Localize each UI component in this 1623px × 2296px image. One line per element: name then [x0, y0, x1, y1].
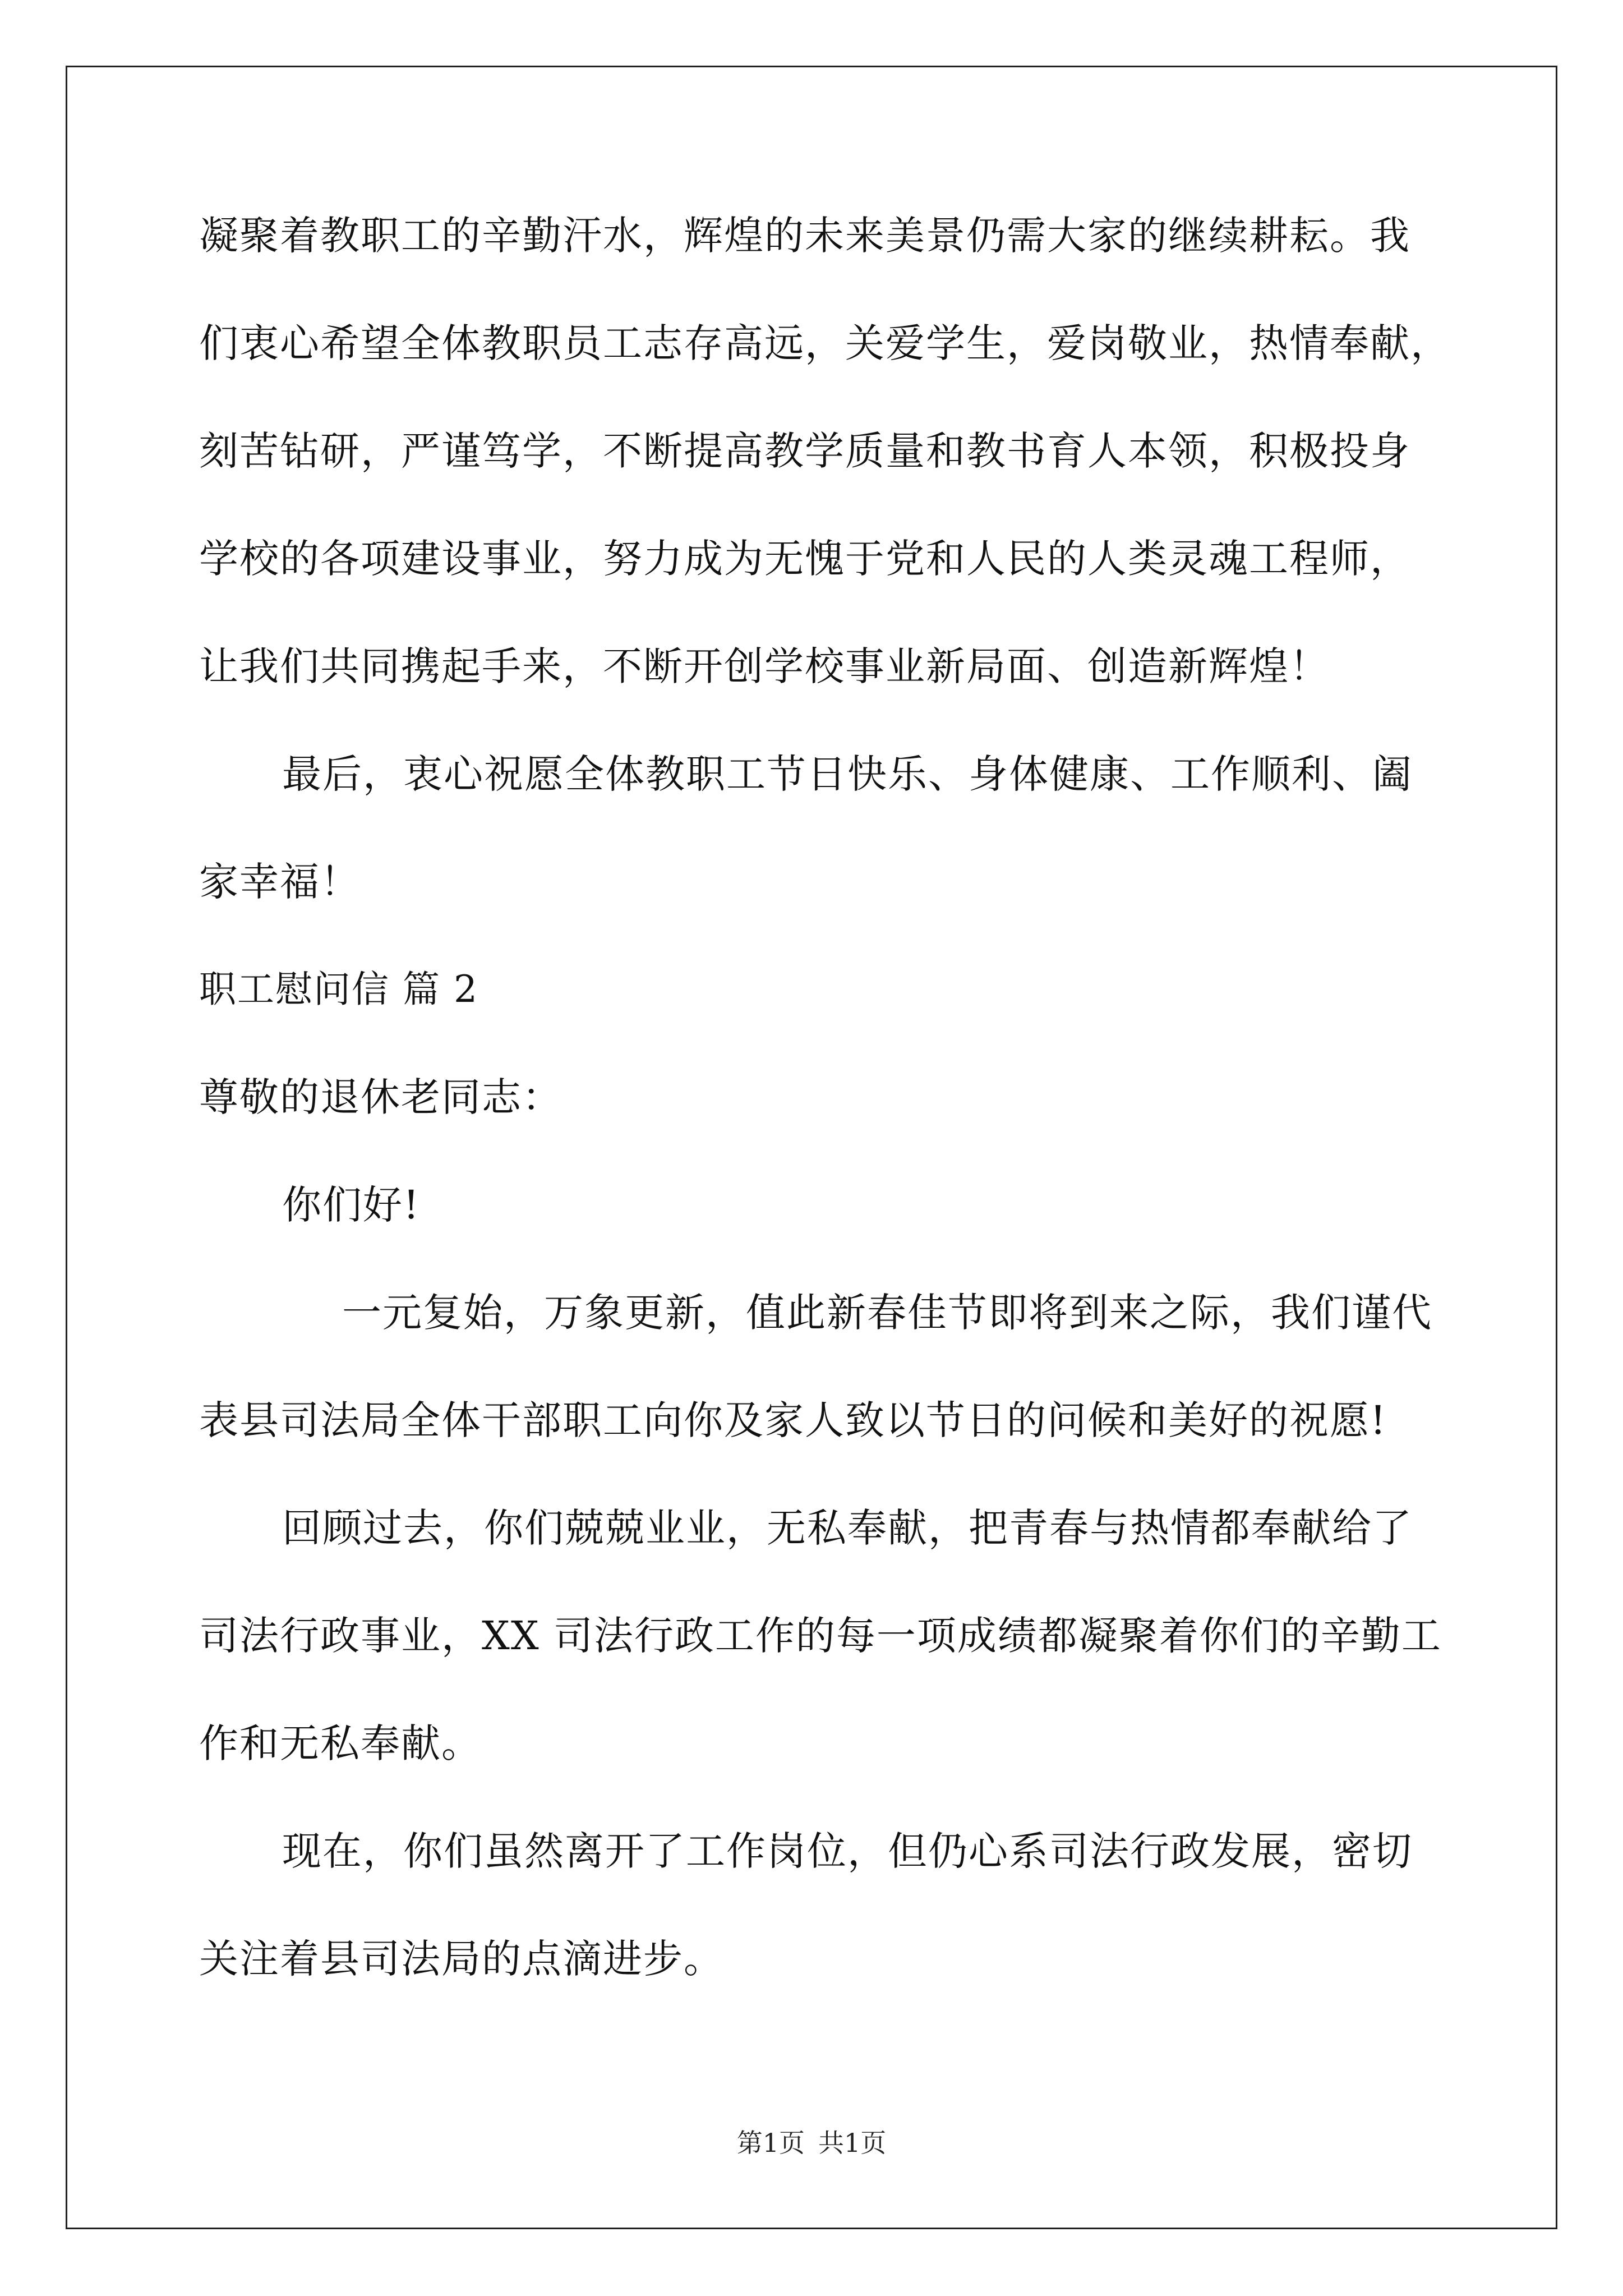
page-number: 第1页	[736, 2128, 805, 2158]
section-heading: 职工慰问信 篇 2	[199, 968, 478, 1011]
paragraph-line: 让我们共同携起手来，不断开创学校事业新局面、创造新辉煌！	[199, 643, 1330, 689]
salutation: 尊敬的退休老同志：	[199, 1074, 562, 1120]
paragraph-line: 家幸福！	[199, 859, 361, 905]
document-body	[199, 213, 1451, 2047]
paragraph-line: 司法行政事业，XX 司法行政工作的每一项成绩都凝聚着你们的辛勤工	[199, 1613, 1442, 1659]
page-footer	[0, 2129, 1623, 2157]
paragraph-line: 们衷心希望全体教职员工志存高远，关爱学生，爱岗敬业，热情奉献，	[199, 320, 1451, 366]
paragraph-line: 关注着县司法局的点滴进步。	[199, 1936, 724, 1982]
paragraph-line: 学校的各项建设事业，努力成为无愧于党和人民的人类灵魂工程师，	[199, 536, 1410, 582]
paragraph-line: 回顾过去，你们兢兢业业，无私奉献，把青春与热情都奉献给了	[282, 1505, 1413, 1551]
paragraph-line: 表县司法局全体干部职工向你及家人致以节日的问候和美好的祝愿!	[199, 1397, 1387, 1443]
paragraph-line: 一元复始，万象更新，值此新春佳节即将到来之际，我们谨代	[342, 1290, 1432, 1336]
paragraph-line: 刻苦钻研，严谨笃学，不断提高教学质量和教书育人本领，积极投身	[199, 428, 1410, 474]
page-total: 共1页	[818, 2128, 887, 2158]
paragraph-line: 作和无私奉献。	[199, 1720, 482, 1766]
paragraph-line: 现在，你们虽然离开了工作岗位，但仍心系司法行政发展，密切	[282, 1828, 1413, 1874]
paragraph-line: 凝聚着教职工的辛勤汗水，辉煌的未来美景仍需大家的继续耕耘。我	[199, 213, 1410, 259]
paragraph-line: 最后，衷心祝愿全体教职工节日快乐、身体健康、工作顺利、阖	[282, 751, 1413, 797]
greeting: 你们好!	[282, 1182, 421, 1228]
